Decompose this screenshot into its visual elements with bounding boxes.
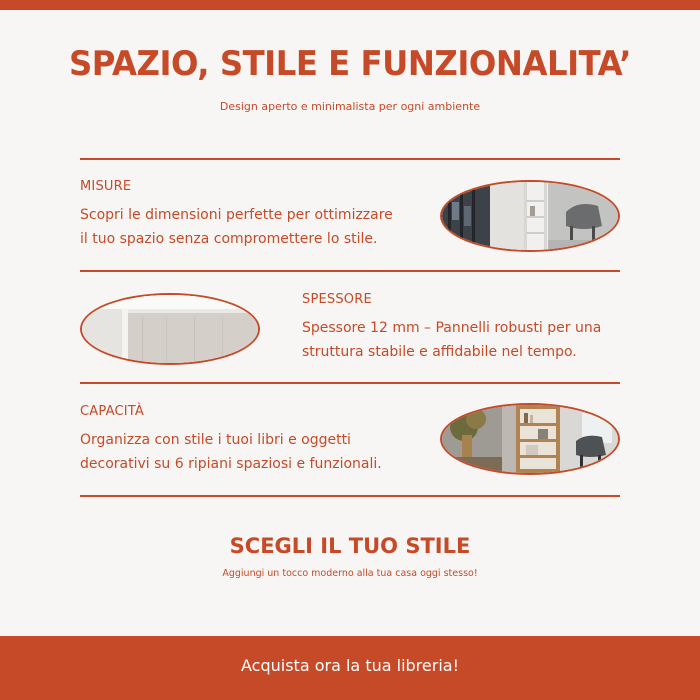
- bookshelf-decor-illustration: [442, 405, 618, 473]
- section-title-spessore: SPESSORE: [302, 292, 372, 307]
- cta-title: SCEGLI IL TUO STILE: [229, 534, 471, 558]
- bookshelf-decor-photo: [440, 403, 620, 475]
- section-text-spessore: Spessore 12 mm – Pannelli robusti per una struttura stabile e affidabile nel tempo.: [302, 320, 602, 360]
- divider: [80, 382, 620, 384]
- cta-subtitle: Aggiungi un tocco moderno alla tua casa oggi stesso!: [222, 568, 478, 579]
- panel-edge-illustration: [82, 295, 258, 363]
- top-accent-bar: [0, 0, 700, 10]
- section-text-misure: Scopri le dimensioni perfette per ottimizzare il tuo spazio senza compromettere lo stile.: [80, 207, 393, 247]
- section-text-capacita: Organizza con stile i tuoi libri e oggetti decorativi su 6 ripiani spaziosi e funzionali.: [80, 432, 382, 472]
- buy-now-link[interactable]: Acquista ora la tua libreria!: [241, 656, 459, 675]
- divider: [80, 158, 620, 160]
- living-room-illustration: [442, 182, 618, 250]
- divider: [80, 270, 620, 272]
- divider: [80, 495, 620, 497]
- page-title: SPAZIO, STILE E FUNZIONALITA’: [68, 44, 632, 84]
- section-title-capacita: CAPACITÀ: [80, 404, 144, 419]
- page-subtitle: Design aperto e minimalista per ogni ambiente: [219, 100, 481, 113]
- footer-banner[interactable]: [0, 636, 700, 700]
- living-room-photo: [440, 180, 620, 252]
- section-title-misure: MISURE: [80, 179, 132, 194]
- panel-closeup-photo: [80, 293, 260, 365]
